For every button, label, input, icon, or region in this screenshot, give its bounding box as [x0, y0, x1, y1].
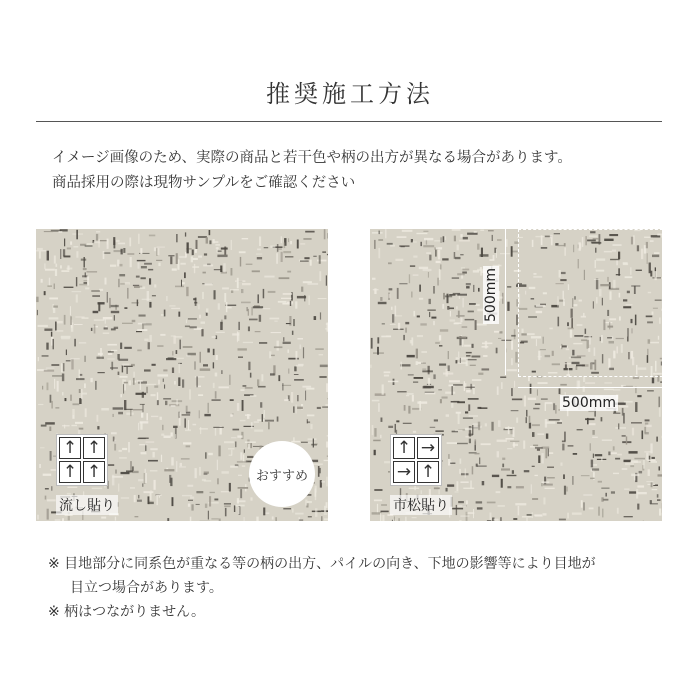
vertical-dimension-label: 500mm	[483, 268, 499, 322]
arrow-up-icon: ↑	[59, 437, 81, 459]
checkerboard-arrow-diagram	[390, 434, 442, 486]
recommended-badge: おすすめ	[249, 441, 315, 507]
vertical-dimension-line	[505, 229, 506, 375]
notes	[48, 552, 596, 624]
arrow-right-icon: →	[417, 437, 439, 459]
arrow-up-icon: ↑	[83, 461, 105, 483]
notice-line-2: 商品採用の際は現物サンプルをご確認ください	[52, 175, 356, 191]
page-title: 推奨施工方法	[266, 80, 434, 108]
note-1-line-1: ※ 目地部分に同系色が重なる等の柄の出方、パイルの向き、下地の影響等により目地が	[48, 556, 596, 572]
arrow-up-icon: ↑	[59, 461, 81, 483]
horizontal-dimension-label: 500mm	[562, 395, 616, 411]
straight-laying-label: 流し貼り	[56, 495, 118, 515]
arrow-right-icon: →	[393, 461, 415, 483]
title-divider	[36, 121, 662, 122]
straight-arrow-diagram	[56, 434, 108, 486]
tile-outline	[518, 229, 662, 377]
note-2: ※ 柄はつながりません。	[48, 604, 206, 620]
checkerboard-laying-label: 市松貼り	[390, 495, 452, 515]
arrow-up-icon: ↑	[417, 461, 439, 483]
arrow-up-icon: ↑	[83, 437, 105, 459]
image-notice	[52, 146, 572, 196]
note-1-line-2: 目立つ場合があります。	[70, 580, 223, 596]
notice-line-1: イメージ画像のため、実際の商品と若干色や柄の出方が異なる場合があります。	[52, 150, 572, 166]
checkerboard-laying-sample	[370, 229, 662, 521]
horizontal-dimension-line	[518, 387, 662, 388]
arrow-up-icon: ↑	[393, 437, 415, 459]
straight-laying-sample	[36, 229, 328, 521]
